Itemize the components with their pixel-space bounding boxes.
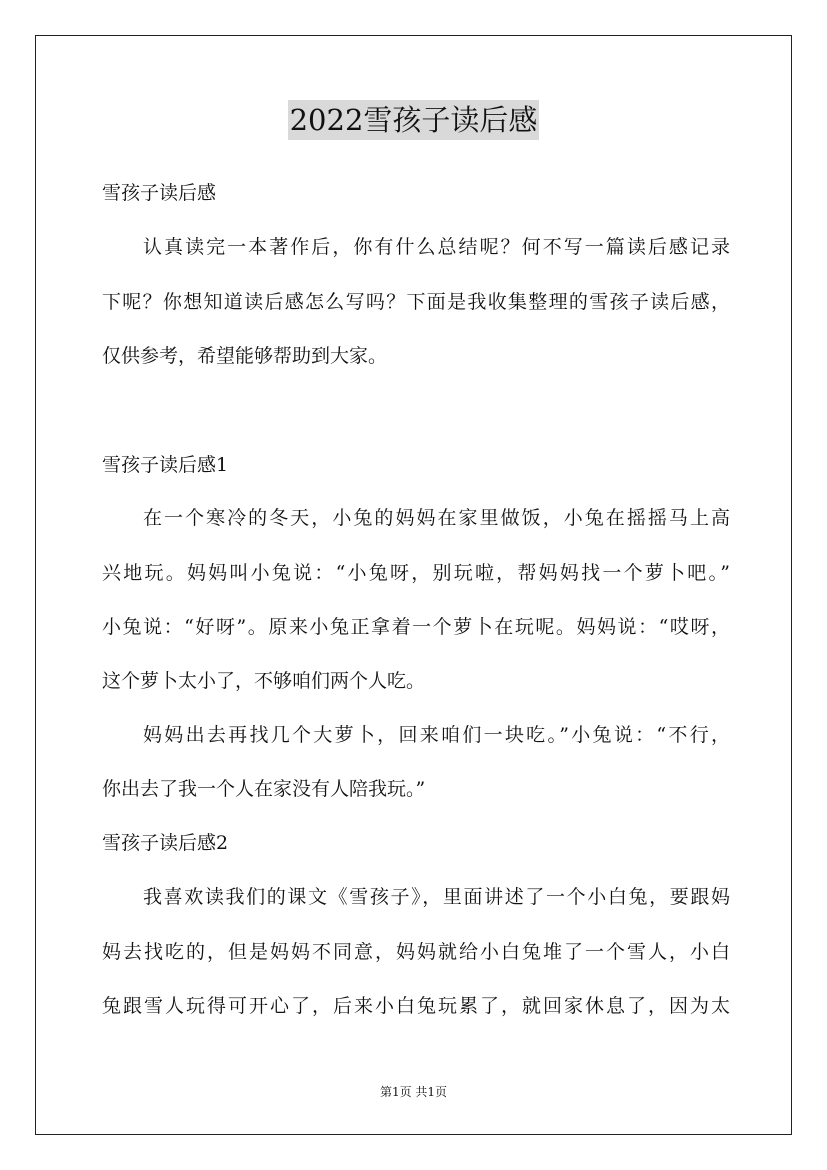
section1-line: 你出去了我一个人在家没有人陪我玩。” [102, 778, 426, 800]
section2-line: 兔跟雪人玩得可开心了，后来小白兔玩累了，就回家休息了，因为太 [102, 995, 730, 1017]
section2-heading: 雪孩子读后感2 [102, 832, 229, 854]
intro-heading: 雪孩子读后感 [102, 182, 217, 204]
intro-line: 下呢？你想知道读后感怎么写吗？下面是我收集整理的雪孩子读后感， [102, 291, 730, 313]
section1-line: 这个萝卜太小了，不够咱们两个人吃。 [102, 670, 426, 692]
section1-line: 妈妈出去再找几个大萝卜，回来咱们一块吃。”小兔说：“不行， [143, 724, 730, 746]
section1-heading: 雪孩子读后感1 [102, 454, 229, 476]
section1-line: 小兔说：“好呀”。原来小兔正拿着一个萝卜在玩呢。妈妈说：“哎呀， [102, 616, 730, 638]
section1-line: 兴地玩。妈妈叫小兔说：“小兔呀，别玩啦，帮妈妈找一个萝卜吧。” [102, 562, 730, 584]
title-container [0, 100, 827, 140]
section2-line: 妈去找吃的，但是妈妈不同意，妈妈就给小白兔堆了一个雪人，小白 [102, 941, 730, 963]
page-footer: 第1页 共1页 [379, 1085, 448, 1099]
intro-line: 认真读完一本著作后，你有什么总结呢？何不写一篇读后感记录 [143, 236, 730, 258]
document-title: 2022雪孩子读后感 [288, 100, 540, 140]
intro-line: 仅供参考，希望能够帮助到大家。 [102, 345, 388, 367]
section1-line: 在一个寒冷的冬天，小兔的妈妈在家里做饭，小兔在摇摇马上高 [143, 507, 730, 529]
section2-line: 我喜欢读我们的课文《雪孩子》，里面讲述了一个小白兔，要跟妈 [143, 886, 730, 908]
